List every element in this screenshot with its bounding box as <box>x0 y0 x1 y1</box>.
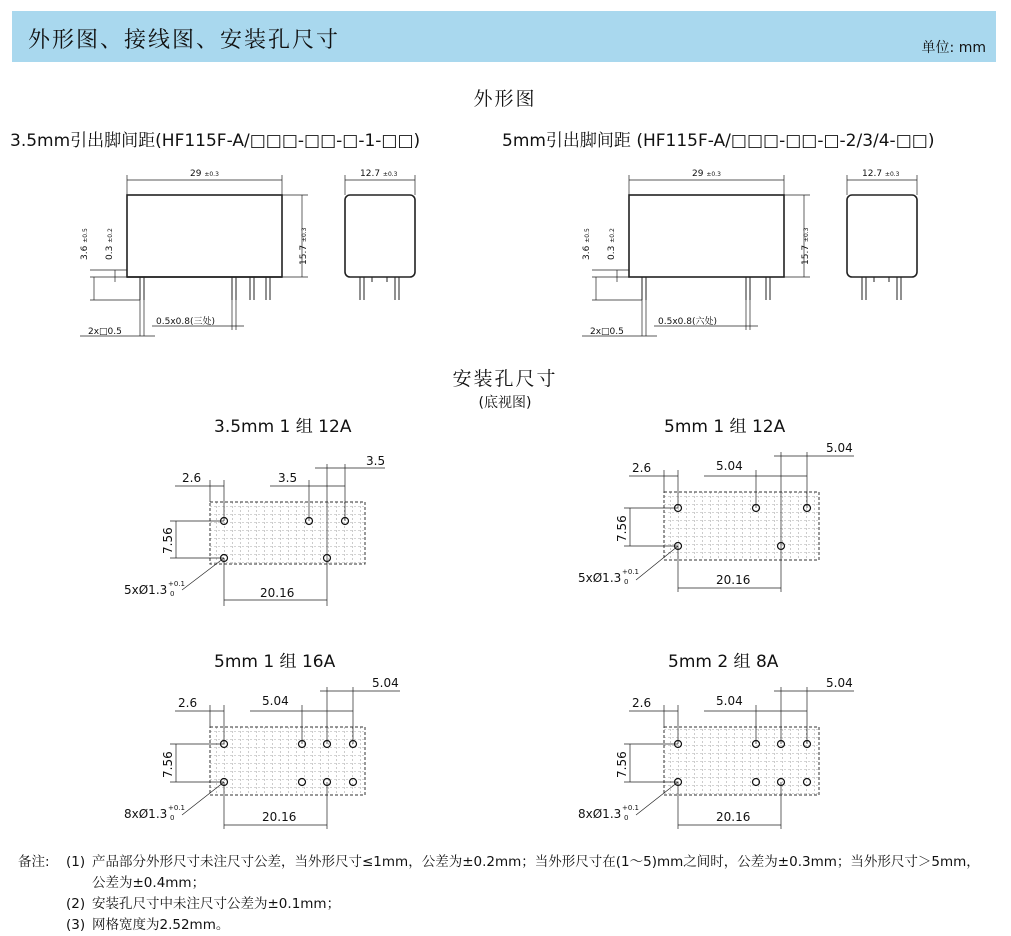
dim-pin-length: 3.6 ±0.5 <box>582 228 592 260</box>
dim-b: 3.5 <box>278 471 298 485</box>
tol-up: +0.1 <box>622 568 639 576</box>
dim-v: 7.56 <box>615 515 629 542</box>
note-row <box>18 852 992 894</box>
dim-width: 12.7 ±0.3 <box>360 169 398 179</box>
dim-a: 2.6 <box>632 696 652 710</box>
note-text: 产品部分外形尺寸未注尺寸公差，当外形尺寸≤1mm，公差为±0.2mm；当外形尺寸在(1～5)mm之间时，公差为±0.3mm；当外形尺寸＞5mm，公差为±0.4mm； <box>92 854 980 891</box>
section-title: 外形图、接线图、安装孔尺寸 <box>28 28 341 53</box>
note-text: 网格宽度为2.52mm。 <box>92 917 230 933</box>
dim-pin-size: 2x□0.5 <box>88 327 122 337</box>
section-header <box>12 11 996 62</box>
outline-right-caption: 5mm引出脚间距 (HF115F-A/□□□-□□-□-2/3/4-□□) <box>502 131 935 151</box>
dim-a: 2.6 <box>178 696 198 710</box>
mounting-view-3 <box>120 675 400 835</box>
grid-area <box>210 502 365 564</box>
grid-area <box>664 492 819 560</box>
note-row <box>18 894 992 915</box>
dim-c: 5.04 <box>372 676 399 690</box>
note-number: (2) <box>66 896 86 912</box>
grid-area <box>664 727 819 795</box>
tol-dn: 0 <box>624 814 629 822</box>
relay-body-side <box>629 195 784 277</box>
tol-dn: 0 <box>624 578 629 586</box>
note-text: 安装孔尺寸中未注尺寸公差为±0.1mm； <box>92 896 341 912</box>
dim-standoff: 0.3 ±0.2 <box>105 228 115 260</box>
dim-b: 5.04 <box>716 694 743 708</box>
dim-a: 2.6 <box>632 461 652 475</box>
view-title-1: 3.5mm 1 组 12A <box>214 417 352 437</box>
dim-length: 29 ±0.3 <box>692 169 721 179</box>
dim-pin-note: 0.5x0.8(六处) <box>658 317 717 327</box>
dim-height: 15.7 ±0.3 <box>299 227 309 265</box>
hole-spec: 5xØ1.3 <box>124 583 168 597</box>
view-title-3: 5mm 1 组 16A <box>214 652 336 672</box>
dim-v: 7.56 <box>161 527 175 554</box>
view-title-2: 5mm 1 组 12A <box>664 417 786 437</box>
dim-v: 7.56 <box>615 751 629 778</box>
dim-b: 5.04 <box>716 459 743 473</box>
tol-up: +0.1 <box>168 804 185 812</box>
mounting-heading: 安装孔尺寸 <box>452 368 558 390</box>
hole-spec: 5xØ1.3 <box>578 571 622 585</box>
dim-b: 5.04 <box>262 694 289 708</box>
dim-pin-note: 0.5x0.8(三处) <box>156 317 215 327</box>
outline-left-caption: 3.5mm引出脚间距(HF115F-A/□□□-□□-□-1-□□) <box>10 131 421 151</box>
notes-label: 备注: <box>18 854 50 870</box>
hole-spec: 8xØ1.3 <box>578 807 622 821</box>
dim-height: 15.7 ±0.3 <box>801 227 811 265</box>
tol-dn: 0 <box>170 814 175 822</box>
dim-c: 3.5 <box>366 454 386 468</box>
dim-w: 20.16 <box>716 573 751 587</box>
mounting-view-2 <box>574 440 854 600</box>
dim-c: 5.04 <box>826 676 853 690</box>
mounting-view-4 <box>574 673 854 833</box>
view-title-4: 5mm 2 组 8A <box>668 652 779 672</box>
dim-v: 7.56 <box>161 751 175 778</box>
dim-width: 12.7 ±0.3 <box>862 169 900 179</box>
dim-c: 5.04 <box>826 441 853 455</box>
note-number: (3) <box>66 917 86 933</box>
dim-pin-length: 3.6 ±0.5 <box>80 228 90 260</box>
dim-w: 20.16 <box>716 810 751 824</box>
hole-spec: 8xØ1.3 <box>124 807 168 821</box>
relay-body-side <box>127 195 282 277</box>
outline-drawing-left <box>60 160 420 345</box>
outline-drawing-right <box>562 160 922 345</box>
outline-heading: 外形图 <box>473 88 537 110</box>
mounting-subheading: (底视图) <box>478 395 532 411</box>
tol-up: +0.1 <box>622 804 639 812</box>
relay-body-front <box>847 195 917 277</box>
unit-label: 单位: mm <box>921 40 986 56</box>
mounting-view-1 <box>120 450 400 610</box>
grid-area <box>210 727 365 795</box>
dim-w: 20.16 <box>260 586 295 600</box>
relay-body-front <box>345 195 415 277</box>
note-number: (1) <box>66 854 86 870</box>
dim-length: 29 ±0.3 <box>190 169 219 179</box>
dim-standoff: 0.3 ±0.2 <box>607 228 617 260</box>
tol-up: +0.1 <box>168 580 185 588</box>
dim-w: 20.16 <box>262 810 297 824</box>
note-row <box>18 915 992 936</box>
dim-a: 2.6 <box>182 471 202 485</box>
dim-pin-size: 2x□0.5 <box>590 327 624 337</box>
tol-dn: 0 <box>170 590 175 598</box>
notes <box>18 852 992 936</box>
